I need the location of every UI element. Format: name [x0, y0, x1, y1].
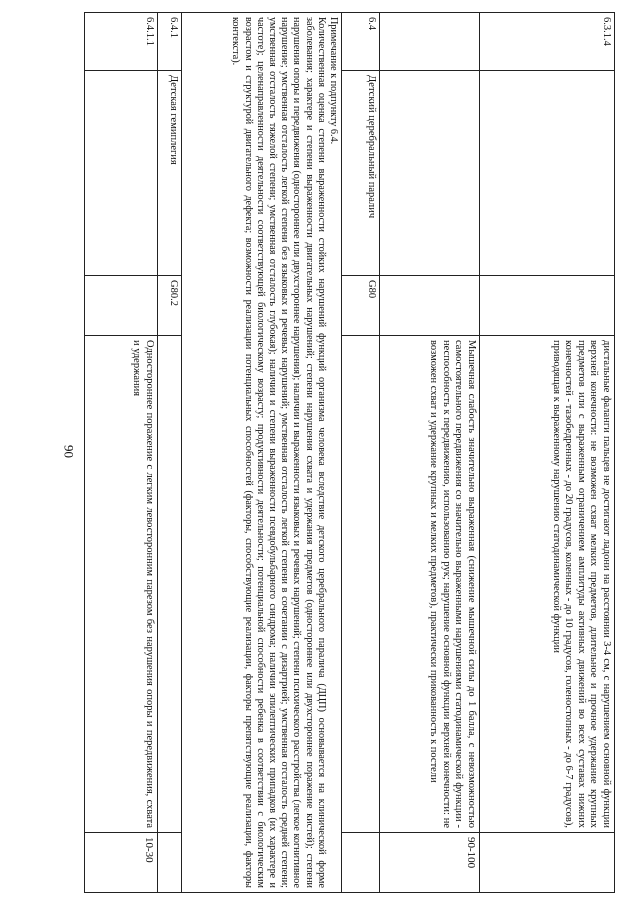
row-code: 6.3.1.4	[480, 13, 615, 71]
row-name: Детский церебральный паралич	[342, 71, 380, 276]
row-code: 6.4	[342, 13, 380, 71]
table-row	[158, 13, 182, 893]
row-icd	[480, 276, 615, 336]
note-title: Примечание к подпункту 6.4.	[328, 17, 339, 145]
row-name: Детская гемиплегия	[158, 71, 182, 276]
row-value: 10-30	[85, 833, 158, 893]
table-row	[380, 13, 480, 893]
note-cell	[182, 13, 342, 893]
row-icd: G80.2	[158, 276, 182, 336]
disability-criteria-table	[84, 12, 615, 893]
rotated-page-area	[85, 12, 615, 892]
note-row	[182, 13, 342, 893]
table-row	[342, 13, 380, 893]
row-description	[158, 336, 182, 833]
row-description: дистальные фаланги пальцев не достигают ладони на расстоянии 3-4 см, с нарушением основной функции верхней конечности: не возможен схват мелких предметов, длительное и прочное удержание крупных предметов или с выраженным ограничением амплитуды активных движений во всех суставах нижних конечностей - тазобедренных - до 20 градусов, коленных - до 10 градусов, голеностопных - до 6-7 градусов), приводящая к выраженному нарушению статодинамической функции	[480, 336, 615, 833]
row-description	[342, 336, 380, 833]
row-value	[342, 833, 380, 893]
row-code	[380, 13, 480, 71]
row-icd	[85, 276, 158, 336]
row-value	[480, 833, 615, 893]
row-name	[480, 71, 615, 276]
table-row	[85, 13, 158, 893]
row-name	[85, 71, 158, 276]
document-table-wrapper	[85, 12, 615, 892]
row-name	[380, 71, 480, 276]
row-description: Мышечная слабость значительно выраженная (снижение мышечной силы до 1 балла, с невозможностью самостоятельного передвижения со значительно выраженными нарушениями статодинамической функции - неспособность к передвижению, использованию рук; нарушение основной функции верхней конечности: не возможен схват и удержание крупных и мелких предметов), практически прикованность к постели	[380, 336, 480, 833]
row-code: 6.4.1.1	[85, 13, 158, 71]
row-icd	[380, 276, 480, 336]
page-number: 90	[61, 445, 77, 458]
note-text: Количественная оценка степени выраженности стойких нарушений функций организма человека вследствие детского церебрального паралича (ДЦП) основывается на клинической форме заболевания; характере и степени выраженности двигательных нарушений; степени нарушения схвата и удержания предметов (одностороннее или двухстороннее поражение кистей); степени нарушения опоры и передвижения (одностороннее или двухстороннее нарушения); наличии и выраженности языковых и речевых нарушений; степени психического расстройства (легкое когнитивное нарушение; умственная отсталость легкой степени без языковых и речевых нарушений; умственная отсталость легкой степени в сочетании с дизартрией; умственная отсталость средней степени; умственная отсталость тяжелой степени; умственная отсталость глубокая); наличии и степени выраженности псевдобульбарного синдрома; наличии эпилептических припадков (их характере и частоте); целенаправленности деятельности соответствующей биологическому возрасту; продуктивности деятельности; потенциальной способности ребенка в соответствии с биологическим возрастом и структурой двигательного дефекта; возможности реализации потенциальных способностей (факторы, способствующие реализации, факторы препятствующие реализации, факторы контекста).	[230, 17, 327, 888]
row-value	[158, 833, 182, 893]
row-description: Одностороннее поражение с легким левосторонним парезом без нарушения опоры и передвижения, схвата и удержания	[85, 336, 158, 833]
table-row	[480, 13, 615, 893]
row-icd: G80	[342, 276, 380, 336]
row-code: 6.4.1	[158, 13, 182, 71]
row-value: 90-100	[380, 833, 480, 893]
